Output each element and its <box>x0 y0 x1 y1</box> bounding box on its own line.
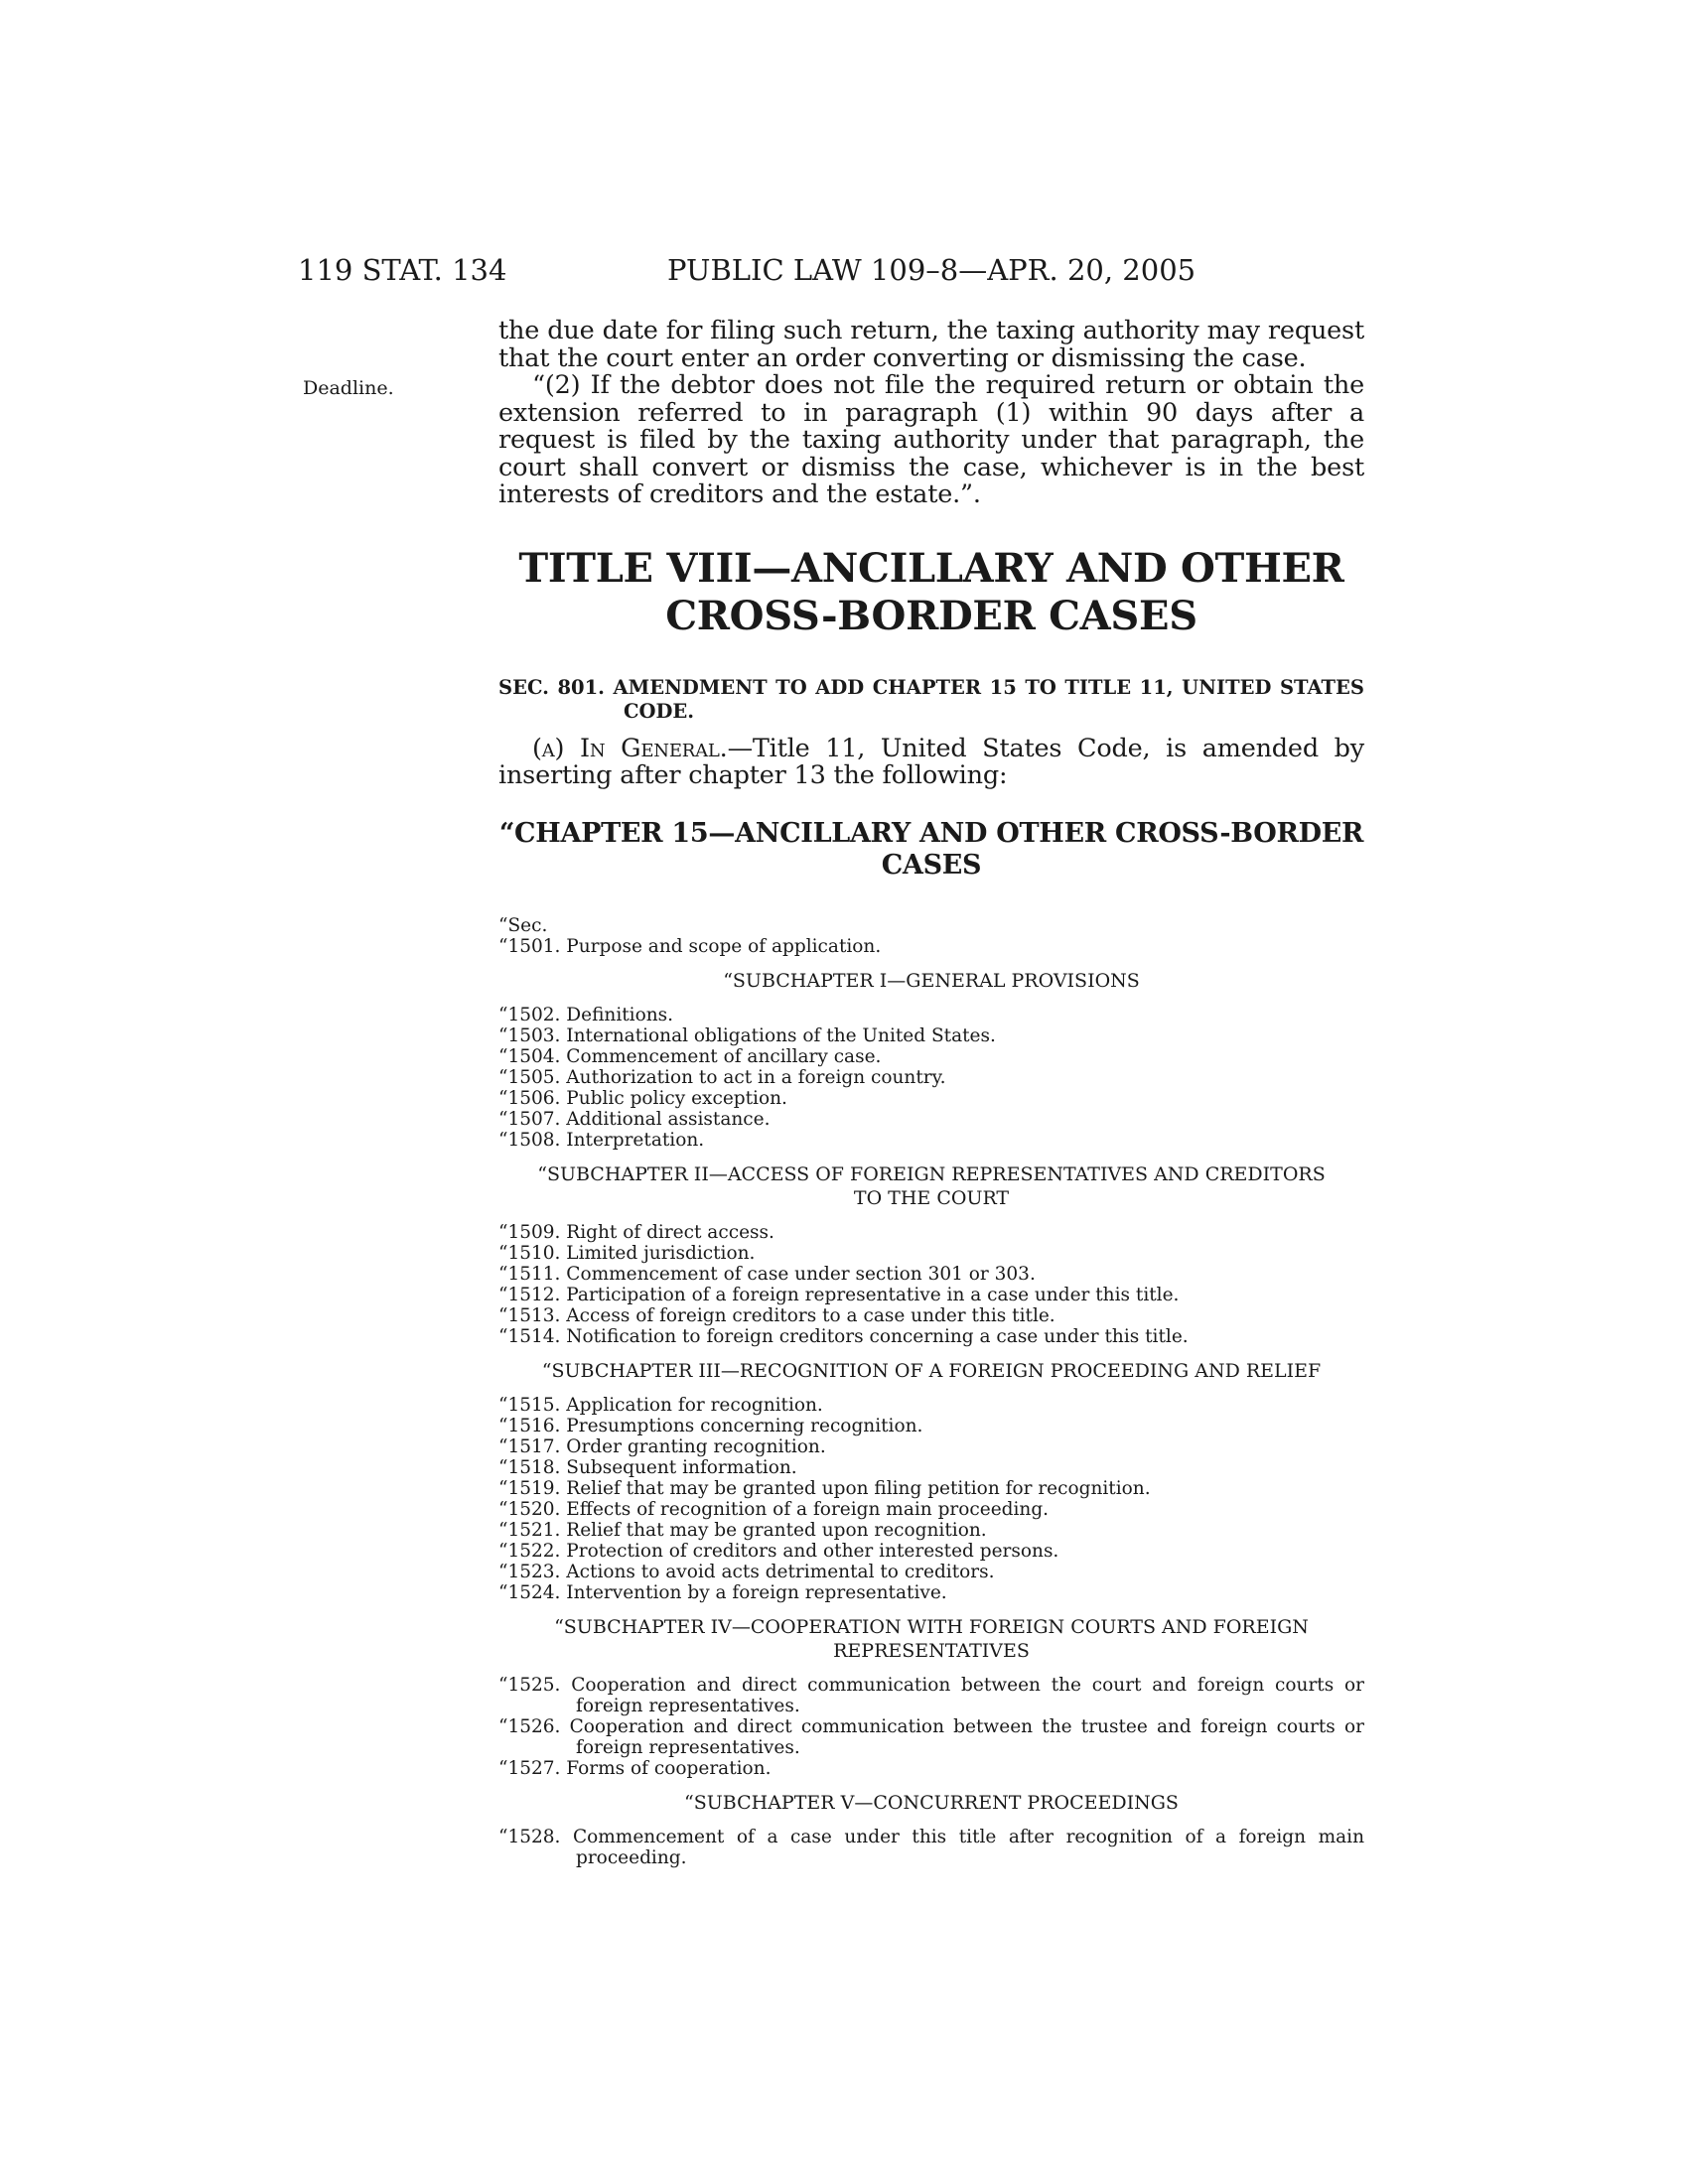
toc-item: “1525. Cooperation and direct communication between the court and foreign courts or foreign representatives. <box>498 1674 1364 1716</box>
toc-item: “1501. Purpose and scope of application. <box>498 935 882 957</box>
chapter-heading <box>498 818 1364 882</box>
subchapter-2-heading: “SUBCHAPTER II—ACCESS OF FOREIGN REPRESENTATIVES AND CREDITORS TO THE COURT <box>537 1162 1326 1209</box>
section-heading: SEC. 801. AMENDMENT TO ADD CHAPTER 15 TO TITLE 11, UNITED STATES CODE. <box>498 675 1364 723</box>
toc-item: “1523. Actions to avoid acts detrimental to creditors. <box>498 1561 995 1582</box>
toc-item: “1524. Intervention by a foreign representative. <box>498 1581 947 1603</box>
running-title: PUBLIC LAW 109–8—APR. 20, 2005 <box>667 253 1196 287</box>
toc-item: “1506. Public policy exception. <box>498 1087 787 1109</box>
subchapter-5-heading: “SUBCHAPTER V—CONCURRENT PROCEEDINGS <box>684 1791 1179 1814</box>
toc-item: “1504. Commencement of ancillary case. <box>498 1045 882 1067</box>
toc-item: “1508. Interpretation. <box>498 1129 705 1151</box>
subchapter-3-heading: “SUBCHAPTER III—RECOGNITION OF A FOREIGN PROCEEDING AND RELIEF <box>541 1359 1322 1382</box>
running-head <box>298 253 1360 293</box>
subchapter-1-list <box>498 1005 1364 1151</box>
toc-item: “1527. Forms of cooperation. <box>498 1757 772 1779</box>
toc-item: “1520. Effects of recognition of a foreign main proceeding. <box>498 1498 1050 1520</box>
toc-item: “1511. Commencement of case under section 301 or 303. <box>498 1263 1036 1285</box>
toc-item: “1517. Order granting recognition. <box>498 1435 826 1457</box>
toc-item: “1505. Authorization to act in a foreign country. <box>498 1066 946 1088</box>
toc-item: “1521. Relief that may be granted upon recognition. <box>498 1519 987 1541</box>
toc-item: “1519. Relief that may be granted upon filing petition for recognition. <box>498 1477 1151 1499</box>
toc-item: “1510. Limited jurisdiction. <box>498 1242 756 1264</box>
toc-item: “1514. Notification to foreign creditors concerning a case under this title. <box>498 1325 1189 1347</box>
toc-item: “1526. Cooperation and direct communication between the trustee and foreign courts or foreign representatives. <box>498 1715 1364 1758</box>
subchapter-4-list <box>498 1675 1364 1779</box>
stat-page-number: 119 STAT. 134 <box>298 253 507 287</box>
subsection-text: —Title 11, United States Code, is amended by inserting after chapter 13 the following: <box>498 733 1364 790</box>
body-paragraph-1: the due date for filing such return, the taxing authority may request that the court enter an order converting or dismissing the case. <box>498 316 1364 373</box>
toc-sec-label: “Sec. <box>498 914 548 936</box>
chapter-line-1: “CHAPTER 15—ANCILLARY AND OTHER CROSS-BORDER <box>498 817 1364 849</box>
subsection-paragraph <box>498 733 1364 790</box>
toc-item: “1516. Presumptions concerning recognition. <box>498 1415 923 1436</box>
chapter-line-2: CASES <box>881 849 982 881</box>
toc-item: “1518. Subsequent information. <box>498 1456 797 1478</box>
toc-item: “1509. Right of direct access. <box>498 1221 774 1243</box>
subchapter-5-list <box>498 1827 1364 1868</box>
table-of-sections <box>498 915 1364 1868</box>
main-column <box>498 318 1364 1868</box>
toc-item: “1512. Participation of a foreign representative in a case under this title. <box>498 1284 1180 1305</box>
toc-item: “1507. Additional assistance. <box>498 1108 771 1130</box>
subchapter-1-heading: “SUBCHAPTER I—GENERAL PROVISIONS <box>723 969 1140 992</box>
title-heading <box>498 545 1364 640</box>
toc-item: “1503. International obligations of the United States. <box>498 1024 996 1046</box>
body-paragraph-2: “(2) If the debtor does not file the required return or obtain the extension referred to in paragraph (1) within 90 days after a request is filed by the taxing authority under that paragraph, the court shall convert or dismiss the case, whichever is in the best interests of creditors and the estate.”. <box>498 370 1364 509</box>
toc-item: “1515. Application for recognition. <box>498 1394 823 1416</box>
subchapter-2-list <box>498 1222 1364 1347</box>
toc-item: “1513. Access of foreign creditors to a case under this title. <box>498 1304 1055 1326</box>
subchapter-4-heading: “SUBCHAPTER IV—COOPERATION WITH FOREIGN COURTS AND FOREIGN REPRESENTATIVES <box>554 1615 1309 1662</box>
toc-item: “1528. Commencement of a case under this title after recognition of a foreign main proceeding. <box>498 1826 1364 1868</box>
toc-item: “1502. Definitions. <box>498 1004 674 1025</box>
title-line-2: CROSS-BORDER CASES <box>665 592 1197 639</box>
title-line-1: TITLE VIII—ANCILLARY AND OTHER <box>518 544 1344 592</box>
subchapter-3-list <box>498 1395 1364 1603</box>
subsection-label: (a) In General. <box>532 733 728 763</box>
margin-note: Deadline. <box>303 377 394 399</box>
toc-item: “1522. Protection of creditors and other interested persons. <box>498 1540 1059 1562</box>
